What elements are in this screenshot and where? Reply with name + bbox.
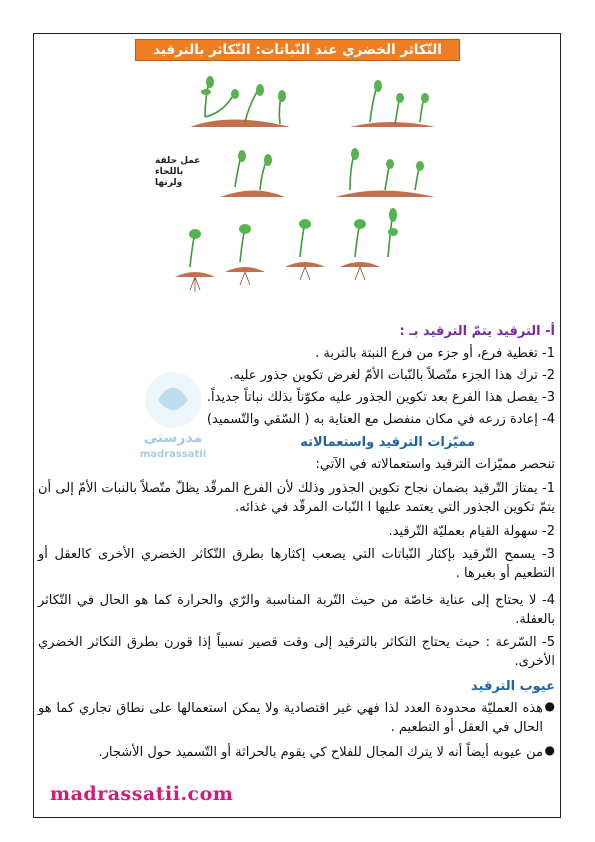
bullet-icon: ● [544, 743, 555, 757]
drawback-text: من عيوبه أيضاً أنه لا يترك المجال للفلاح كي يقوم بالحراثة أو التّسميد حول الأشجار. [98, 745, 543, 760]
section-b-intro: تنحصر مميّزات الترقيد واستعمالاته في الآتي: [315, 457, 555, 472]
feature-2: 2- سهولة القيام بعمليّة التّرقيد. [388, 524, 555, 539]
drawback-2 [38, 743, 543, 762]
section-b-heading: مميّزات الترقيد واستعمالاته [300, 435, 475, 450]
section-c-heading: عيوب الترقيد [471, 679, 555, 694]
drawback-text: هذه العمليّة محدودة العدد لذا فهي غير اقتصادية ولا يمكن استعمالها على نطاق تجاري كما هو الحال في العقل أو التطعيم . [38, 701, 543, 735]
feature-4: 4- لا يحتاج إلى عناية خاصّة من حيث التّربة المناسبة والرّي والحرارة كما هو الحال في التّكاثر بالعقلة. [38, 593, 555, 627]
feature-1: 1- يمتاز التّرقيد بضمان نجاح تكوين الجذور وذلك لأن الفرع المرقّد يظلّ متّصلاً بالنبات الأمّ إلى أن يتمّ تكوين الجذور التي يعتمد عليها ا النّبات المرقّد في غذائه. [38, 481, 555, 515]
step-4: 4- إعادة زرعه في مكان منفصل مع العناية به ( السّقي والتّسميد) [206, 412, 555, 427]
watermark-latin: madrassatii [139, 449, 207, 460]
drawback-1 [38, 699, 543, 737]
feature-3: 3- يسمح التّرقيد بإكثار النّباتات التي يصعب إكثارها بطرق التّكاثر الخضري الأخرى كالعقل أو التطعيم أو بغيرها . [38, 547, 555, 581]
watermark-arabic: مدرستي [143, 430, 203, 446]
footer-site-url[interactable]: madrassatii.com [50, 783, 234, 805]
feature-5: 5- السّرعة : حيث يحتاج التكاثر بالترقيد إلى وقت قصير نسبياً إذا قورن بطرق التكاثر الخضري الأخرى. [38, 635, 555, 669]
section-a-heading: أ- الترقيد يتمّ الترقيد بـ : [399, 324, 555, 339]
step-2: 2- ترك هذا الجزء متّصلاً بالنّبات الأمّ لغرض تكوين جذور عليه. [229, 368, 555, 383]
caption-line: ولرتها [155, 178, 183, 188]
caption-line: باللحاء [155, 167, 184, 177]
bullet-icon: ● [544, 699, 555, 713]
illustration-caption [155, 156, 215, 189]
step-1: 1- تغطية فرع، أو جزء من فرع النبتة بالتربة . [315, 346, 555, 361]
caption-line: عمل حلقة [155, 156, 201, 166]
page-title: التّكاثر الخضري عند النّباتات: التّكاثر بالترقيد [135, 39, 460, 61]
step-3: 3- يفصل هذا الفرع بعد تكوين الجذور عليه مكوّناً بذلك نباتاً جديداً. [206, 390, 555, 405]
